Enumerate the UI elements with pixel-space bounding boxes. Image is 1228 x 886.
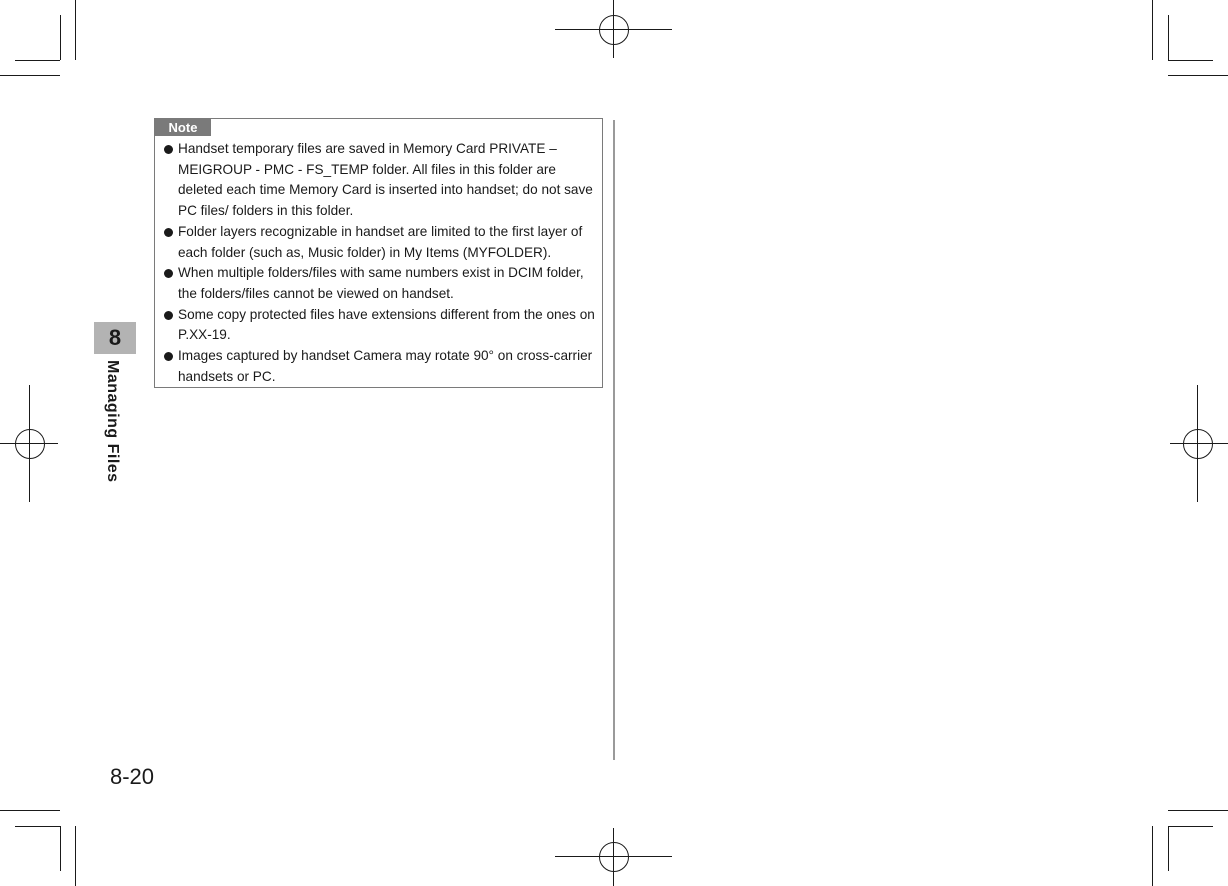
note-item-text: Folder layers recognizable in handset are limited to the first layer of each folder (such as, Music folder) in My Items (MYFOLDER). (178, 223, 583, 260)
note-item-text: When multiple folders/files with same numbers exist in DCIM folder, the folders/files cannot be viewed on handset. (178, 265, 584, 301)
registration-circle (1183, 429, 1213, 459)
crop-mark (75, 826, 76, 886)
bullet-icon (164, 352, 173, 361)
note-item-text: Some copy protected files have extensions different from the ones on P.XX-19. (178, 306, 595, 343)
page-number: 8-20 (110, 764, 155, 789)
bullet-icon (164, 228, 173, 237)
crop-mark (15, 826, 60, 827)
crop-mark (1168, 826, 1213, 827)
registration-circle (599, 842, 629, 872)
crop-mark (1168, 60, 1213, 61)
note-item (160, 222, 603, 263)
note-item (160, 263, 603, 304)
crop-mark (1168, 826, 1169, 871)
chapter-title: Managing Files (104, 360, 121, 483)
crop-mark (1152, 826, 1153, 886)
crop-mark (1152, 0, 1153, 60)
column-divider (613, 120, 615, 760)
crop-mark (1168, 810, 1228, 811)
bullet-icon (164, 269, 173, 278)
bullet-icon (164, 311, 173, 320)
registration-circle (15, 429, 45, 459)
note-list (160, 139, 603, 387)
chapter-number-tab: 8 (94, 322, 136, 354)
note-item-text: Images captured by handset Camera may rotate 90° on cross-carrier handsets or PC. (178, 348, 593, 384)
crop-mark (0, 810, 60, 811)
note-item-text: Handset temporary files are saved in Memory Card PRIVATE – MEIGROUP - PMC - FS_TEMP folder. All files in this folder are deleted each time Memory Card is inserted into handset; do not save PC files/ folders in this folder. (178, 141, 593, 219)
crop-mark (0, 75, 60, 76)
crop-mark (60, 15, 61, 60)
note-item (160, 346, 603, 387)
crop-mark (75, 0, 76, 60)
crop-mark (60, 826, 61, 871)
bullet-icon (164, 145, 173, 154)
crop-mark (15, 60, 60, 61)
crop-mark (1168, 15, 1169, 60)
registration-circle (599, 15, 629, 45)
crop-mark (1168, 75, 1228, 76)
note-item (160, 305, 603, 346)
note-label: Note (155, 119, 211, 136)
note-item (160, 139, 603, 222)
